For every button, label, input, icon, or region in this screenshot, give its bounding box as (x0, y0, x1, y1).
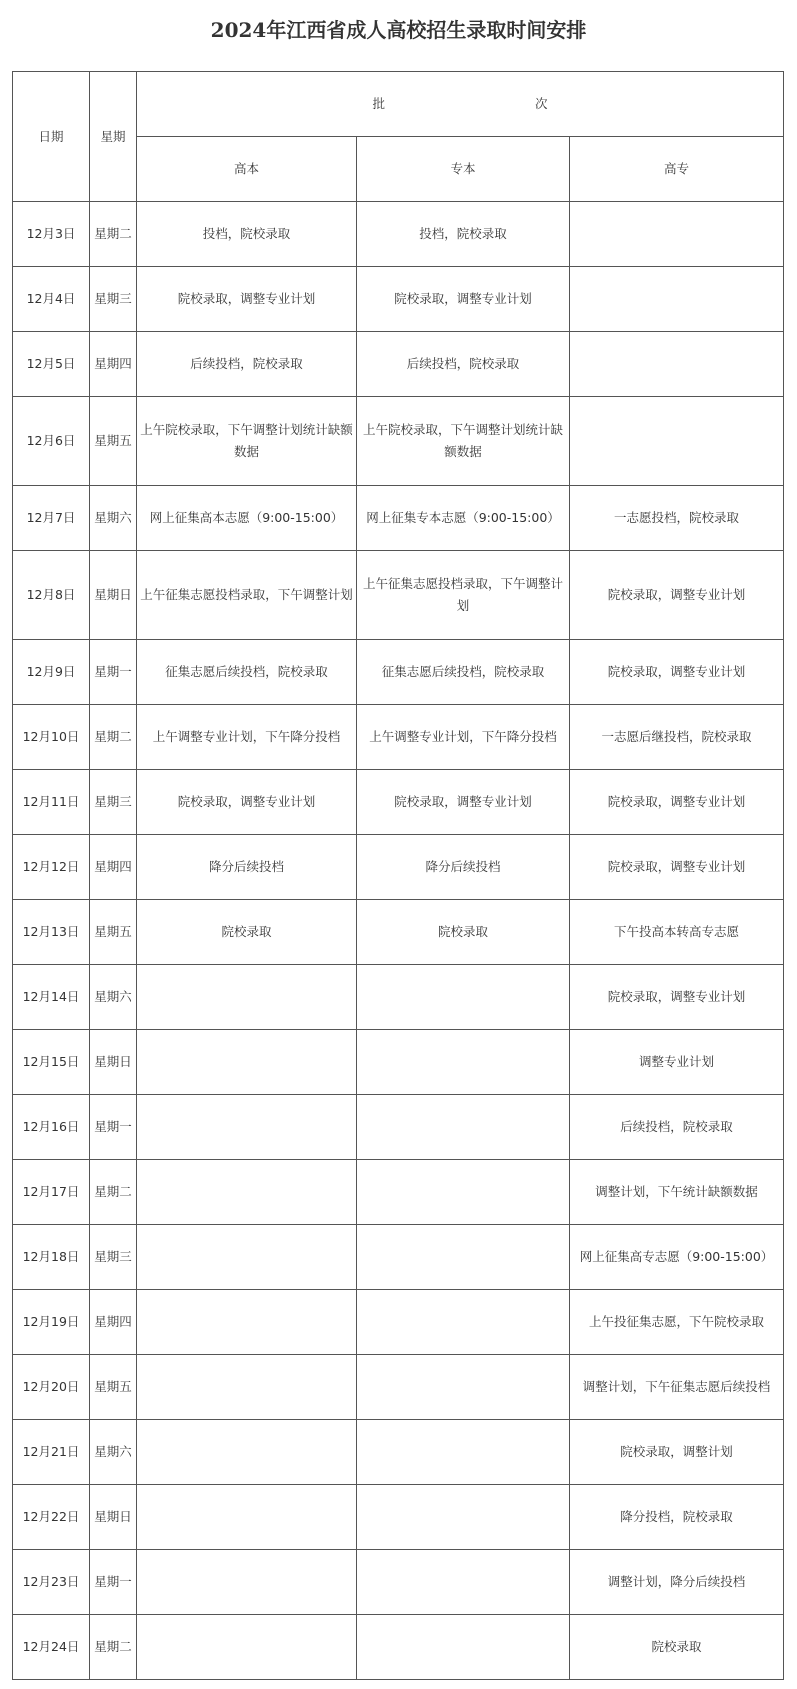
cell-date: 12月11日 (13, 770, 90, 835)
table-row (13, 486, 784, 551)
cell-gaozhuan: 降分投档，院校录取 (570, 1485, 784, 1550)
table-row (13, 267, 784, 332)
cell-date: 12月5日 (13, 332, 90, 397)
cell-date: 12月20日 (13, 1355, 90, 1420)
cell-gaoben (137, 1485, 357, 1550)
cell-gaozhuan: 上午投征集志愿，下午院校录取 (570, 1290, 784, 1355)
table-row (13, 1095, 784, 1160)
cell-weekday: 星期五 (90, 397, 137, 486)
cell-date: 12月3日 (13, 202, 90, 267)
cell-weekday: 星期二 (90, 202, 137, 267)
cell-date: 12月14日 (13, 965, 90, 1030)
header-batch-left: 批 (372, 96, 385, 111)
cell-gaozhuan: 网上征集高专志愿（9:00-15:00） (570, 1225, 784, 1290)
header-gaoben: 高本 (137, 137, 357, 202)
table-row (13, 332, 784, 397)
table-row (13, 1550, 784, 1615)
cell-weekday: 星期五 (90, 1355, 137, 1420)
cell-zhuanben: 后续投档，院校录取 (357, 332, 570, 397)
cell-date: 12月23日 (13, 1550, 90, 1615)
cell-date: 12月10日 (13, 705, 90, 770)
cell-weekday: 星期四 (90, 332, 137, 397)
cell-gaoben (137, 965, 357, 1030)
cell-zhuanben: 上午征集志愿投档录取，下午调整计划 (357, 551, 570, 640)
cell-date: 12月6日 (13, 397, 90, 486)
cell-weekday: 星期日 (90, 551, 137, 640)
cell-zhuanben: 降分后续投档 (357, 835, 570, 900)
cell-zhuanben: 上午调整专业计划，下午降分投档 (357, 705, 570, 770)
table-row (13, 1420, 784, 1485)
header-gaozhuan: 高专 (570, 137, 784, 202)
cell-gaozhuan: 调整计划，下午征集志愿后续投档 (570, 1355, 784, 1420)
cell-weekday: 星期三 (90, 770, 137, 835)
header-date: 日期 (13, 72, 90, 202)
cell-zhuanben (357, 1290, 570, 1355)
cell-zhuanben: 网上征集专本志愿（9:00-15:00） (357, 486, 570, 551)
cell-weekday: 星期四 (90, 835, 137, 900)
cell-gaozhuan: 院校录取，调整计划 (570, 1420, 784, 1485)
cell-gaoben: 上午征集志愿投档录取，下午调整计划 (137, 551, 357, 640)
cell-zhuanben: 上午院校录取，下午调整计划统计缺额数据 (357, 397, 570, 486)
cell-date: 12月17日 (13, 1160, 90, 1225)
cell-gaoben (137, 1290, 357, 1355)
table-row (13, 900, 784, 965)
cell-zhuanben (357, 1550, 570, 1615)
cell-date: 12月21日 (13, 1420, 90, 1485)
cell-weekday: 星期四 (90, 1290, 137, 1355)
cell-weekday: 星期六 (90, 486, 137, 551)
cell-zhuanben (357, 1095, 570, 1160)
cell-date: 12月15日 (13, 1030, 90, 1095)
table-row (13, 965, 784, 1030)
cell-weekday: 星期日 (90, 1485, 137, 1550)
cell-gaoben: 后续投档，院校录取 (137, 332, 357, 397)
cell-weekday: 星期二 (90, 1160, 137, 1225)
header-row (13, 72, 784, 137)
cell-date: 12月7日 (13, 486, 90, 551)
cell-date: 12月13日 (13, 900, 90, 965)
cell-gaozhuan: 后续投档，院校录取 (570, 1095, 784, 1160)
table-row (13, 1290, 784, 1355)
header-weekday: 星期 (90, 72, 137, 202)
cell-date: 12月4日 (13, 267, 90, 332)
cell-gaozhuan (570, 202, 784, 267)
cell-weekday: 星期日 (90, 1030, 137, 1095)
table-row (13, 835, 784, 900)
cell-weekday: 星期五 (90, 900, 137, 965)
cell-gaoben (137, 1225, 357, 1290)
cell-weekday: 星期三 (90, 1225, 137, 1290)
cell-gaoben (137, 1615, 357, 1680)
cell-date: 12月12日 (13, 835, 90, 900)
admission-schedule-table (12, 71, 784, 1680)
page-title: 2024年江西省成人高校招生录取时间安排 (210, 18, 587, 42)
cell-gaozhuan: 院校录取，调整专业计划 (570, 770, 784, 835)
cell-gaozhuan: 调整计划，下午统计缺额数据 (570, 1160, 784, 1225)
cell-gaoben: 网上征集高本志愿（9:00-15:00） (137, 486, 357, 551)
table-row (13, 770, 784, 835)
cell-gaoben (137, 1550, 357, 1615)
cell-gaozhuan (570, 267, 784, 332)
table-row (13, 551, 784, 640)
cell-gaoben (137, 1160, 357, 1225)
cell-date: 12月8日 (13, 551, 90, 640)
cell-date: 12月9日 (13, 640, 90, 705)
cell-gaozhuan: 院校录取，调整专业计划 (570, 551, 784, 640)
cell-weekday: 星期一 (90, 640, 137, 705)
table-row (13, 1485, 784, 1550)
cell-gaozhuan: 院校录取，调整专业计划 (570, 965, 784, 1030)
table-row (13, 202, 784, 267)
cell-zhuanben (357, 1225, 570, 1290)
cell-zhuanben: 投档，院校录取 (357, 202, 570, 267)
cell-weekday: 星期一 (90, 1550, 137, 1615)
cell-gaoben (137, 1030, 357, 1095)
cell-zhuanben (357, 1420, 570, 1485)
cell-zhuanben (357, 1485, 570, 1550)
cell-gaozhuan: 下午投高本转高专志愿 (570, 900, 784, 965)
cell-date: 12月18日 (13, 1225, 90, 1290)
cell-gaozhuan: 院校录取 (570, 1615, 784, 1680)
table-row (13, 1225, 784, 1290)
table-row (13, 1030, 784, 1095)
cell-date: 12月22日 (13, 1485, 90, 1550)
cell-gaoben: 上午院校录取，下午调整计划统计缺额数据 (137, 397, 357, 486)
cell-gaoben: 投档，院校录取 (137, 202, 357, 267)
cell-zhuanben (357, 965, 570, 1030)
cell-gaozhuan: 调整计划，降分后续投档 (570, 1550, 784, 1615)
cell-weekday: 星期六 (90, 965, 137, 1030)
cell-zhuanben: 院校录取，调整专业计划 (357, 267, 570, 332)
cell-weekday: 星期二 (90, 705, 137, 770)
table-row (13, 1615, 784, 1680)
cell-weekday: 星期六 (90, 1420, 137, 1485)
table-row (13, 640, 784, 705)
cell-gaozhuan (570, 397, 784, 486)
cell-gaoben: 降分后续投档 (137, 835, 357, 900)
cell-zhuanben: 院校录取，调整专业计划 (357, 770, 570, 835)
cell-gaozhuan: 院校录取，调整专业计划 (570, 640, 784, 705)
header-batch-right: 次 (535, 96, 548, 111)
cell-gaoben: 院校录取 (137, 900, 357, 965)
table-row (13, 397, 784, 486)
cell-gaoben (137, 1095, 357, 1160)
table-row (13, 1160, 784, 1225)
cell-gaozhuan: 一志愿投档，院校录取 (570, 486, 784, 551)
cell-weekday: 星期二 (90, 1615, 137, 1680)
cell-gaoben (137, 1420, 357, 1485)
cell-gaozhuan (570, 332, 784, 397)
cell-weekday: 星期一 (90, 1095, 137, 1160)
cell-date: 12月24日 (13, 1615, 90, 1680)
cell-zhuanben (357, 1030, 570, 1095)
cell-weekday: 星期三 (90, 267, 137, 332)
table-row (13, 705, 784, 770)
cell-zhuanben (357, 1160, 570, 1225)
cell-zhuanben: 院校录取 (357, 900, 570, 965)
table-row (13, 1355, 784, 1420)
cell-zhuanben: 征集志愿后续投档，院校录取 (357, 640, 570, 705)
cell-gaozhuan: 一志愿后继投档，院校录取 (570, 705, 784, 770)
cell-gaoben: 院校录取，调整专业计划 (137, 267, 357, 332)
cell-gaoben: 上午调整专业计划，下午降分投档 (137, 705, 357, 770)
cell-zhuanben (357, 1615, 570, 1680)
header-zhuanben: 专本 (357, 137, 570, 202)
cell-zhuanben (357, 1355, 570, 1420)
cell-gaoben (137, 1355, 357, 1420)
cell-gaoben: 征集志愿后续投档，院校录取 (137, 640, 357, 705)
cell-gaozhuan: 调整专业计划 (570, 1030, 784, 1095)
cell-date: 12月16日 (13, 1095, 90, 1160)
cell-gaozhuan: 院校录取，调整专业计划 (570, 835, 784, 900)
cell-gaoben: 院校录取，调整专业计划 (137, 770, 357, 835)
cell-date: 12月19日 (13, 1290, 90, 1355)
header-batch (137, 72, 784, 137)
